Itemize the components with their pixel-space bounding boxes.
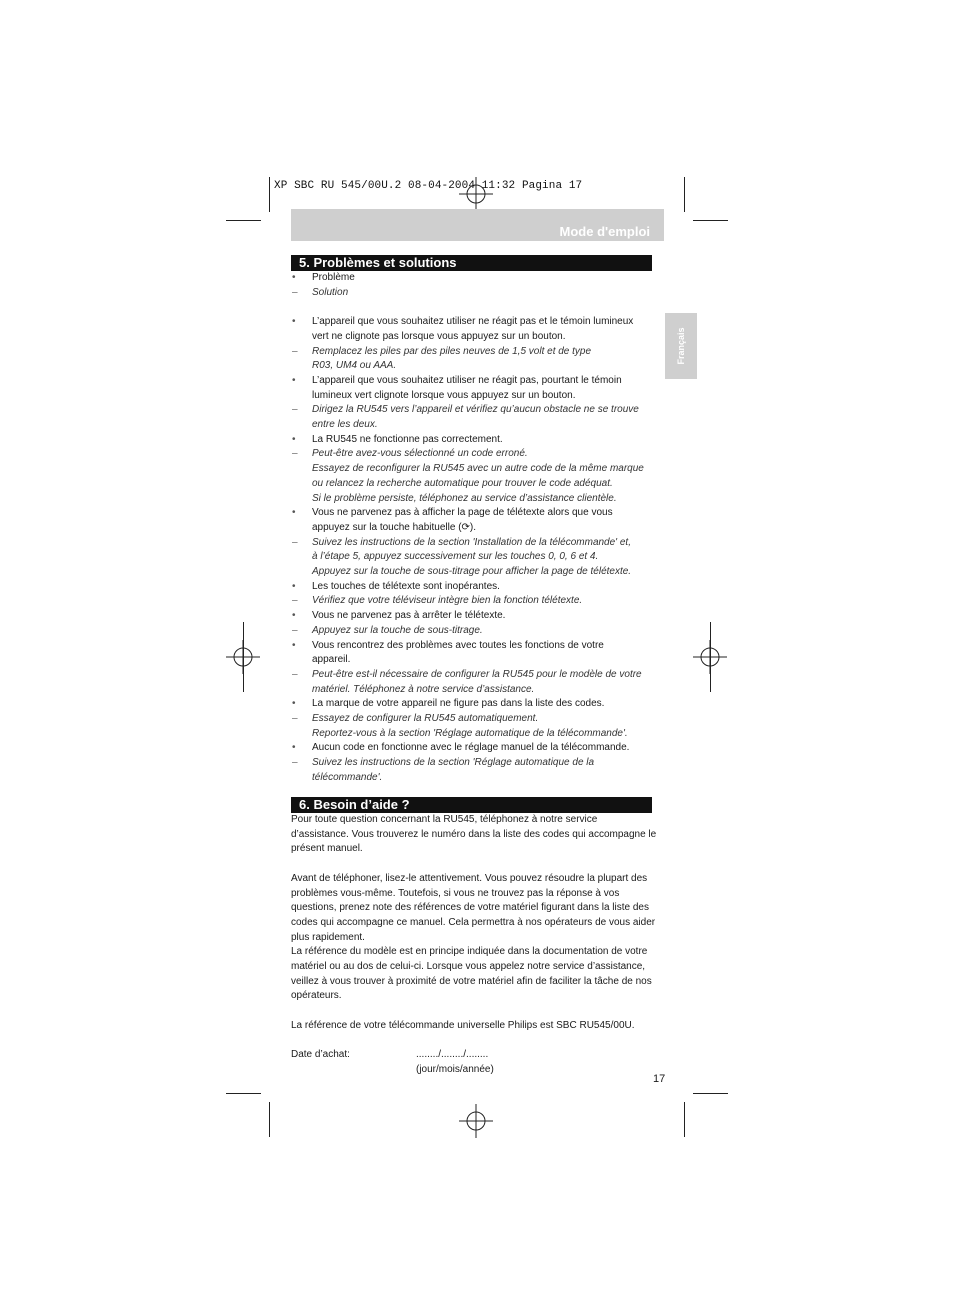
problem-line [291,639,661,654]
legend-solution: – Solution [292,286,349,298]
solution-text: télécommande'. [312,771,383,783]
dash-marker: – [292,536,298,548]
problem-text: vert ne clignote pas lorsque vous appuyez sur un bouton. [312,330,566,342]
dash-marker: – [292,595,298,607]
solution-text: Peut-être est-il nécessaire de configurer la RU545 pour le modèle de votre [312,668,642,680]
problem-text: Vous ne parvenez pas à afficher la page de télétexte alors que vous [312,507,613,519]
bullet-marker: • [292,507,296,519]
bullet-marker: • [292,610,296,622]
bullet-marker: • [292,698,296,710]
dash-marker: – [292,757,298,769]
solution-line [291,536,661,551]
problem-text: lumineux vert clignote lorsque vous appuyez sur un bouton. [312,389,576,401]
problem-line [291,506,661,521]
solution-line [291,727,661,742]
legend-problem: • Problème [292,272,355,283]
problem-line [291,741,661,756]
solution-line [291,668,661,683]
solution-line [291,594,661,609]
crop-mark [710,622,711,692]
bullet-marker: • [292,639,296,651]
bullet-marker: • [292,316,296,328]
solution-text: Si le problème persiste, téléphonez au service d’assistance clientèle. [312,492,617,504]
solution-text: Dirigez la RU545 vers l’appareil et vérifiez qu’aucun obstacle ne se trouve [312,404,639,416]
problem-line [291,697,661,712]
solution-text: matériel. Téléphonez à notre service d’assistance. [312,683,535,695]
crop-mark [693,1093,728,1094]
solution-line [291,477,661,492]
problem-text: Aucun code en fonctionne avec le réglage manuel de la télécommande. [312,742,630,754]
problem-line [291,433,661,448]
mode-label: Mode d'emploi [559,224,650,239]
section-5-title: 5. Problèmes et solutions [291,255,652,271]
solution-line [291,756,661,771]
language-tab [665,313,697,379]
solution-text: Suivez les instructions de la section 'Installation de la télécommande' et, [312,536,631,548]
date-value: ......../......../........ [416,1049,489,1060]
print-header: XP SBC RU 545/00U.2 08-04-2004 11:32 Pagina 17 [274,180,583,192]
registration-mark-icon [459,1104,493,1138]
section-6-title: 6. Besoin d’aide ? [291,797,652,813]
mode-header-bar [291,209,664,241]
date-format: (jour/mois/année) [416,1063,494,1075]
solution-line [291,345,661,360]
solution-line [291,418,661,433]
help-paragraph: La référence de votre télécommande universelle Philips est SBC RU545/00U. [291,1019,635,1031]
solution-line [291,624,661,639]
problem-text: La RU545 ne fonctionne pas correctement. [312,433,503,445]
dash-marker: – [292,448,298,460]
crop-mark [269,1102,270,1137]
solution-text: Vérifiez que votre téléviseur intègre bien la fonction télétexte. [312,595,583,607]
problem-line [291,521,661,536]
page-number: 17 [653,1073,666,1085]
solution-line [291,447,661,462]
solution-text: entre les deux. [312,419,378,431]
dash-marker: – [292,624,298,636]
solution-line [291,403,661,418]
solution-text: Appuyez sur la touche de sous-titrage. [312,624,483,636]
crop-mark [226,1093,261,1094]
solution-text: ou relancez la recherche automatique pour trouver le code adéquat. [312,477,613,489]
solution-text: Appuyez sur la touche de sous-titrage pour afficher la page de télétexte. [312,566,632,578]
solution-line [291,492,661,507]
problem-line [291,653,661,668]
problem-text: appuyez sur la touche habituelle (⟳). [312,521,477,533]
solution-text: Essayez de reconfigurer la RU545 avec un autre code de la même marque [312,463,644,475]
help-text [291,813,657,1034]
solution-line [291,462,661,477]
bullet-marker: • [292,433,296,445]
bullet-marker: • [292,580,296,592]
language-label: Français [676,327,686,365]
problem-text: L’appareil que vous souhaitez utiliser ne réagit pas et le témoin lumineux [312,316,634,328]
crop-mark [684,1102,685,1137]
dash-marker: – [292,404,298,416]
solution-text: Suivez les instructions de la section 'Réglage automatique de la [312,757,595,769]
problem-text: appareil. [312,654,351,666]
solution-line [291,712,661,727]
dash-marker: – [292,713,298,725]
problem-solution-list [291,271,661,786]
solution-text: Peut-être avez-vous sélectionné un code erroné. [312,448,528,460]
problem-line [291,330,661,345]
problem-line [291,580,661,595]
bullet-marker: • [292,374,296,386]
dash-marker: – [292,668,298,680]
problem-text: L’appareil que vous souhaitez utiliser ne réagit pas, pourtant le témoin [312,374,622,386]
date-label: Date d’achat: [291,1049,350,1060]
solution-text: R03, UM4 ou AAA. [312,360,397,372]
problem-line [291,374,661,389]
crop-mark [269,177,270,212]
solution-text: Reportez-vous à la section 'Réglage automatique de la télécommande'. [312,727,628,739]
problem-text: Vous rencontrez des problèmes avec toutes les fonctions de votre [312,639,604,651]
solution-line [291,771,661,786]
solution-line [291,550,661,565]
dash-marker: – [292,345,298,357]
solution-text: Remplacez les piles par des piles neuves de 1,5 volt et de type [312,345,592,357]
crop-mark [684,177,685,212]
problem-text: Les touches de télétexte sont inopérantes. [312,580,500,592]
problem-line [291,315,661,330]
crop-mark [693,220,728,221]
problem-text: La marque de votre appareil ne figure pas dans la liste des codes. [312,698,605,710]
crop-mark [226,220,261,221]
problem-line [291,389,661,404]
problem-text: Vous ne parvenez pas à arrêter le télétexte. [312,610,506,622]
bullet-marker: • [292,742,296,754]
help-paragraph: Avant de téléphoner, lisez-le attentivement. Vous pouvez résoudre la plupart des problèmes vous-même. Toutefois, si vous ne trouvez pas la réponse à vos questions, prenez note des références de votre matériel figurant dans la liste des codes qui accompagne ce manuel. Cela permettra à nos opérateurs de vous aider plus rapidement. [291,872,656,943]
solution-line [291,683,661,698]
solution-text: Essayez de configurer la RU545 automatiquement. [312,713,539,725]
solution-line [291,359,661,374]
help-paragraph: La référence du modèle est en principe indiquée dans la documentation de votre matériel ou au dos de celui-ci. Lorsque vous appelez notre service d’assistance, veillez à vous trouver à proximité de votre matériel afin de faciliter la tâche de nos opérateurs. [291,946,652,1002]
solution-line [291,565,661,580]
crop-mark [243,622,244,692]
solution-text: à l’étape 5, appuyez successivement sur les touches 0, 0, 6 et 4. [312,551,599,563]
problem-line [291,609,661,624]
help-paragraph: Pour toute question concernant la RU545, téléphonez à notre service d’assistance. Vous trouverez le numéro dans la liste des codes qui accompagne le présent manuel. [291,814,657,855]
